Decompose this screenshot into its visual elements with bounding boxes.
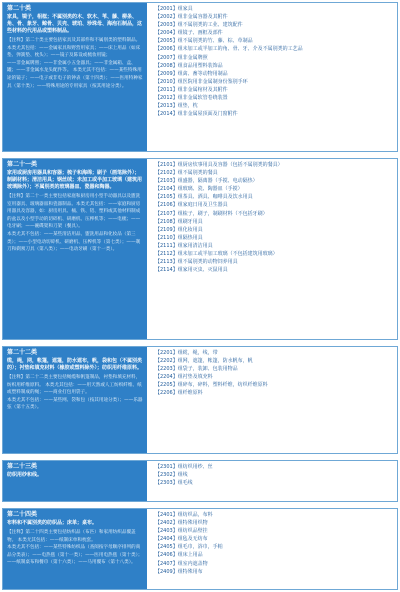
group-name: 床上用品 — [182, 552, 203, 559]
class-24-block — [2, 508, 398, 590]
group-item[interactable] — [155, 479, 393, 487]
note-paragraph: 本类尤其不包括：——某些特殊纺织品（查阅按字母顺序排列的商品分类表）；——电热毯（第十一类）；——医用电热毯（第十类）；——纸制桌布和餐巾（第十六类）；——马用覆布（第十八类）。 — [7, 545, 143, 566]
group-code: 【2014】组 — [155, 111, 183, 118]
group-name: 纺织品壁挂 — [182, 528, 208, 535]
group-item[interactable] — [155, 201, 393, 209]
group-list-panel — [151, 3, 397, 151]
group-item[interactable] — [155, 70, 393, 78]
group-name: 碎布，碎料，塑料纤维，纺织纤维原料 — [182, 382, 268, 389]
class-subtitle: 家具，镜子，相框；不属别类的木、软木、苇、藤、柳条、角、骨、象牙、鲸骨、贝壳、琥珀、珍珠母、海泡石制品，这些材料的代用品或塑料制品。 — [7, 14, 143, 34]
class-notes — [7, 193, 143, 254]
group-name: 非金属牌照 — [182, 54, 208, 61]
group-item[interactable] — [155, 185, 393, 193]
group-item[interactable] — [155, 258, 393, 266]
group-code: 【2201】组 — [155, 350, 183, 356]
note-paragraph: 【注释】第二十四类主要包括纺织品（布匹）和家用纺织品覆盖物。 本类尤其包括：——纸制床单和枕套。 — [7, 530, 136, 543]
class-subtitle: 纺织用纱和线。 — [7, 472, 43, 478]
note-paragraph: 本类尤其不包括：——某些网、袋和包（按其用途分类）；——乐器弦（第十五类）。 — [7, 397, 143, 411]
class-title: 第二十二类 — [7, 349, 38, 356]
group-name: 毡及无纺布 — [182, 536, 208, 543]
group-item[interactable] — [155, 527, 393, 535]
group-item[interactable] — [155, 45, 393, 53]
group-list-panel — [151, 509, 397, 589]
group-code: 【2006】组 — [155, 46, 183, 53]
group-name: 毛线 — [182, 480, 193, 487]
group-code: 【2407】组 — [155, 560, 183, 567]
group-list-panel — [151, 461, 397, 501]
group-name: 化妆用具 — [182, 226, 203, 233]
group-name: 衬垫及填充料 — [182, 374, 213, 381]
group-name: 隔热用具 — [182, 234, 203, 241]
group-code: 【2403】组 — [155, 528, 183, 535]
group-name: 梳子，刷子，制刷材料（不包括牙刷） — [182, 210, 268, 217]
group-name: 不属别类的工业、建筑配件 — [182, 22, 243, 29]
group-code: 【2206】组 — [155, 390, 183, 397]
group-code: 【2112】组 — [155, 251, 183, 258]
group-code: 【2004】组 — [155, 30, 183, 37]
group-code: 【2012】组 — [155, 95, 183, 102]
group-name: 玻璃、瓷、陶器皿（手搅） — [182, 186, 243, 193]
group-list — [155, 463, 393, 487]
group-item[interactable] — [155, 62, 393, 70]
group-list — [155, 161, 393, 274]
group-code: 【2011】组 — [155, 86, 183, 93]
note-paragraph: 【注释】第二十二类主要包括绳缆和帆篷制品，衬垫和填充材料，纺织用纤维原料。 本类尤其包括：——用天然或人工纺织纤维、纸或塑料制成的绳；——商业打包用袋子。 — [7, 375, 142, 396]
group-name: 纺织用纱、丝 — [182, 464, 213, 470]
group-item[interactable] — [155, 94, 393, 102]
group-code: 【2005】组 — [155, 38, 183, 45]
group-code: 【2110】组 — [155, 234, 183, 241]
group-item[interactable] — [155, 266, 393, 274]
group-code: 【2401】组 — [155, 512, 183, 518]
group-item[interactable] — [155, 365, 393, 373]
group-item[interactable] — [155, 218, 393, 226]
group-item[interactable] — [155, 102, 393, 110]
group-code: 【2406】组 — [155, 552, 183, 559]
group-name: 茶具、酒具、咖啡具及饮水用具 — [182, 194, 253, 201]
group-name: 家用灭虫、灭鼠用具 — [182, 267, 228, 274]
group-name: 纺织品，布料 — [182, 512, 213, 518]
group-code: 【2002】组 — [155, 14, 183, 21]
group-item[interactable] — [155, 169, 393, 177]
group-code: 【2402】组 — [155, 520, 183, 527]
group-name: 网，遮篷，帐篷，防水帆布，帆 — [182, 358, 253, 365]
group-code: 【2010】组 — [155, 78, 183, 85]
group-item[interactable] — [155, 357, 393, 365]
group-name: 不属别类的动物饲养用具 — [182, 259, 238, 266]
group-code: 【2111】组 — [155, 242, 183, 249]
class-title: 第二十一类 — [7, 161, 38, 168]
group-name: 非金属软管卷绕装置 — [182, 95, 228, 102]
group-item[interactable] — [155, 193, 393, 201]
group-name: 家庭日用及卫生器具 — [182, 202, 228, 209]
group-item[interactable] — [155, 29, 393, 37]
group-item[interactable] — [155, 381, 393, 389]
group-item[interactable] — [155, 250, 393, 258]
group-name: 未加工或半加工的角、骨、牙、介及不属别类的工艺品 — [182, 46, 303, 53]
class-title: 第二十三类 — [7, 463, 38, 470]
group-name: 纤维原料 — [182, 390, 203, 397]
group-code: 【2302】组 — [155, 472, 183, 479]
group-name: 食品用塑料装饰品 — [182, 62, 223, 69]
group-code: 【2301】组 — [155, 464, 183, 470]
group-name: 毛巾，浴巾，手帕 — [182, 544, 223, 551]
class-description — [3, 509, 147, 589]
group-code: 【2106】组 — [155, 202, 183, 209]
group-list — [155, 349, 393, 398]
class-title: 第二十四类 — [7, 511, 38, 518]
group-item[interactable] — [155, 210, 393, 218]
group-list-panel — [151, 159, 397, 339]
group-name: 厨房炊事用具及容器（包括不属别类的餐具） — [182, 162, 283, 168]
note-paragraph: 【注释】第二十一类主要包括家庭和厨房用小型手动器具以及盥洗室用器具、玻璃器皿和瓷器制品。本类尤其包括：——家庭和厨房用器具及容器，如：厨房用具、桶、铁、铝、塑料或其他材料制成的盆以及小型手动的切碎机、研磨机、压榨机等；——电梳；——电牙刷；——碗碟架和刀架（餐具）。 — [7, 194, 141, 230]
group-code: 【2013】组 — [155, 103, 183, 110]
class-20-block — [2, 2, 398, 152]
group-name: 不属别类的餐具 — [182, 170, 218, 177]
group-code: 【2404】组 — [155, 536, 183, 543]
group-name: 医院用非金属制身份鉴别手环 — [182, 78, 248, 85]
group-item[interactable] — [155, 535, 393, 543]
note-paragraph: 本类尤其不包括：——某些清洁用品、盥洗用品和化妆品（第三类）；——小型电动切碎机、研磨机、压榨机等（第七类）；——剃刀和剃须刀具（第八类）；——电动牙刷（第十一类）。 — [7, 231, 141, 253]
group-item[interactable] — [155, 373, 393, 381]
group-code: 【2114】组 — [155, 267, 183, 274]
group-code: 【2009】组 — [155, 70, 183, 77]
group-name: 非金属棺材及其附件 — [182, 86, 228, 93]
group-code: 【2102】组 — [155, 170, 183, 177]
group-item[interactable] — [155, 511, 393, 519]
group-item[interactable] — [155, 21, 393, 29]
group-item[interactable] — [155, 161, 393, 169]
group-name: 缆，绳，线，带 — [182, 350, 218, 356]
group-item[interactable] — [155, 543, 393, 551]
group-code: 【2007】组 — [155, 54, 183, 61]
class-notes — [7, 529, 143, 567]
group-item[interactable] — [155, 54, 393, 62]
group-list-panel — [151, 347, 397, 453]
group-name: 室内遮盖物 — [182, 560, 208, 567]
group-item[interactable] — [155, 242, 393, 250]
group-code: 【2003】组 — [155, 22, 183, 29]
group-name: 禽、畜等动物用制品 — [182, 70, 228, 77]
group-item[interactable] — [155, 519, 393, 527]
group-name: 线 — [182, 472, 188, 479]
group-list — [155, 5, 393, 118]
class-21-block — [2, 158, 398, 340]
group-name: 不属别类的竹、藤、棕、草制品 — [182, 38, 253, 45]
group-name: 家用清洁用具 — [182, 242, 213, 249]
group-item[interactable] — [155, 471, 393, 479]
group-code: 【2008】组 — [155, 62, 183, 69]
class-22-block — [2, 346, 398, 454]
class-description — [3, 347, 147, 453]
note-paragraph: ——非金属牌照；——非金属小五金器具；——非金属箱、盒、罐；——非金属水龙头配件等。 本类尤其不包括：——某些特殊用途的镜子；——电子或非电子的钟表（第十四类）；——医用特种家具（第十类）；——特殊用途的专用家具（按其用途分类）。 — [7, 60, 143, 89]
group-code: 【2105】组 — [155, 194, 183, 201]
group-item[interactable] — [155, 389, 393, 397]
group-name: 刷牙用具 — [182, 218, 203, 225]
group-code: 【2109】组 — [155, 226, 183, 233]
group-item[interactable] — [155, 86, 393, 94]
class-title: 第二十类 — [7, 5, 32, 12]
group-name: 镜子、画框及部件 — [182, 30, 223, 37]
group-item[interactable] — [155, 13, 393, 21]
note-paragraph: 【注释】第二十类主要包括家具及其部件和不属别类的塑料制品。 本类尤其包括：——金属家具和野营用家具；——床上用品（如床垫、弹簧垫、枕头）；——镜子及陈设或梳妆用镜； — [7, 38, 141, 59]
class-23-block — [2, 460, 398, 502]
group-code: 【2107】组 — [155, 210, 183, 217]
group-item[interactable] — [155, 463, 393, 471]
group-code: 【2205】组 — [155, 382, 183, 389]
group-code: 【2204】组 — [155, 374, 183, 381]
group-code: 【2108】组 — [155, 218, 183, 225]
group-item[interactable] — [155, 234, 393, 242]
group-list — [155, 511, 393, 576]
group-code: 【2203】组 — [155, 366, 183, 373]
group-name: 家具 — [182, 6, 193, 12]
group-name: 袋子，装卸、包装用物品 — [182, 366, 238, 373]
group-name: 特殊用织物 — [182, 520, 208, 527]
class-description — [3, 3, 147, 151]
class-subtitle: 布料和不属别类的纺织品；床单；桌布。 — [7, 520, 98, 526]
group-code: 【2103】组 — [155, 178, 183, 185]
class-subtitle: 缆，绳，网，帐篷，遮篷，防水遮布，帆，袋和包（不属别类的）；衬垫和填充材料（橡胶或塑料除外）；纺织用纤维原料。 — [7, 358, 143, 371]
group-name: 非金属容器及其附件 — [182, 14, 228, 21]
class-notes — [7, 37, 143, 90]
group-name: 垫，枕 — [182, 103, 198, 110]
group-item[interactable] — [155, 560, 393, 568]
class-description — [3, 159, 147, 339]
group-name: 盛器，隔离器（手搅、电动隔热） — [182, 178, 258, 185]
group-code: 【2202】组 — [155, 358, 183, 365]
group-item[interactable] — [155, 177, 393, 185]
group-item[interactable] — [155, 226, 393, 234]
group-code: 【2113】组 — [155, 259, 183, 266]
group-item[interactable] — [155, 551, 393, 559]
class-notes — [7, 374, 143, 412]
group-name: 非金属屋顶面及门窗附件 — [182, 111, 238, 118]
group-item[interactable] — [155, 5, 393, 13]
group-item[interactable] — [155, 110, 393, 118]
group-item[interactable] — [155, 78, 393, 86]
group-code: 【2101】组 — [155, 162, 183, 168]
group-code: 【2104】组 — [155, 186, 183, 193]
group-code: 【2409】组 — [155, 568, 183, 575]
group-code: 【2405】组 — [155, 544, 183, 551]
group-code: 【2303】组 — [155, 480, 183, 487]
class-description — [3, 461, 147, 501]
group-item[interactable] — [155, 37, 393, 45]
group-name: 未加工或半加工玻璃（不包括建筑用玻璃） — [182, 251, 278, 258]
group-name: 特殊用布 — [182, 568, 203, 575]
group-item[interactable] — [155, 568, 393, 576]
group-code: 【2001】组 — [155, 6, 183, 12]
class-subtitle: 家用或厨房用器具和容器；梳子和海绵；刷子（画笔除外）；制刷材料；清洁用具；钢丝绒；未加工或半加工玻璃（建筑用玻璃除外）；不属别类的玻璃器皿、瓷器和陶器。 — [7, 170, 143, 190]
group-item[interactable] — [155, 349, 393, 357]
